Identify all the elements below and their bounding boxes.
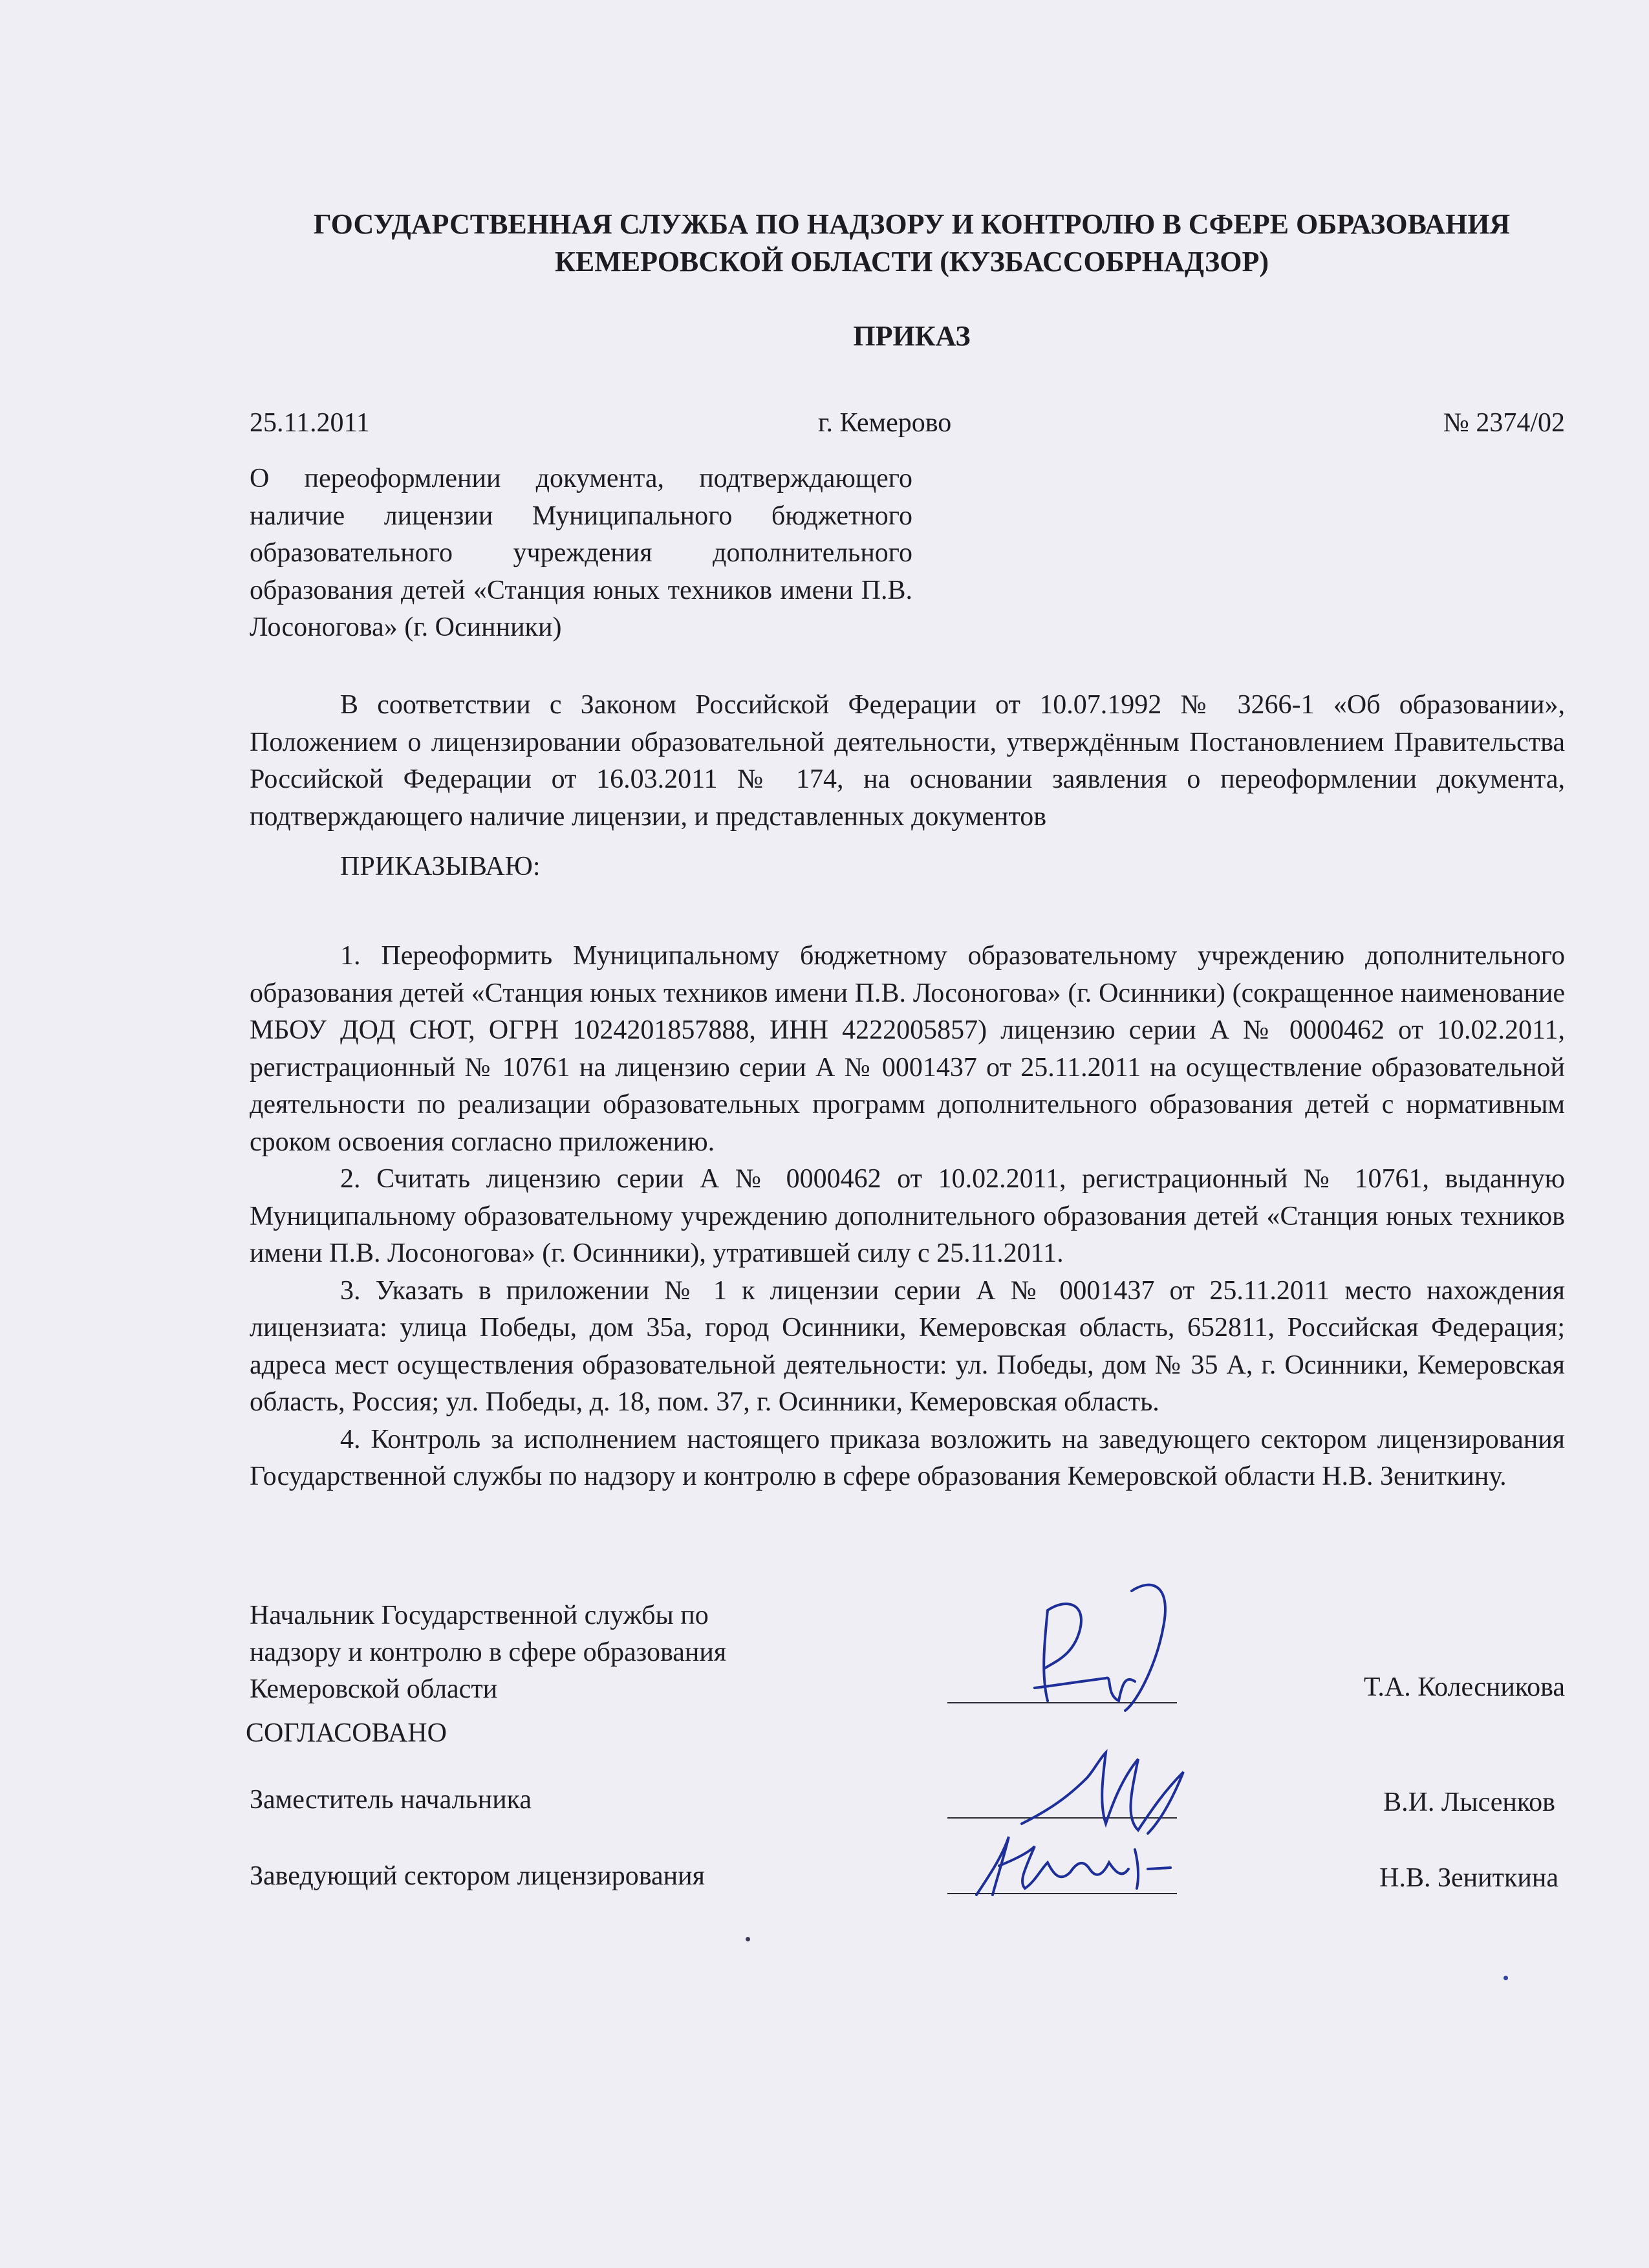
agency-header <box>194 206 1630 281</box>
order-city: г. Кемерово <box>818 408 952 438</box>
order-items <box>250 938 1565 1496</box>
head-name: Т.А. Колесникова <box>1363 1672 1565 1702</box>
order-item-3: 3. Указать в приложении № 1 к лицензии серии А № 0001437 от 25.11.2011 место нахождения лицензиата: улица Победы, дом 35а, город Осинники, Кемеровская область, 652811, Российская Федерация; адреса мест осуществления образовательной деятельности: ул. Победы, дом № 35 А, г. Осинники, Кемеровская область, Россия; ул. Победы, д. 18, пом. 37, г. Осинники, Кемеровская область. <box>250 1275 1565 1417</box>
agency-header-line-1: ГОСУДАРСТВЕННАЯ СЛУЖБА ПО НАДЗОРУ И КОНТРОЛЮ В СФЕРЕ ОБРАЗОВАНИЯ <box>313 208 1511 240</box>
scan-speck <box>746 1937 750 1941</box>
head-signature-image <box>1009 1571 1203 1720</box>
head-title-line-3: Кемеровской области <box>250 1674 498 1704</box>
order-directive: ПРИКАЗЫВАЮ: <box>340 852 541 881</box>
licensing-head-title: Заведующий сектором лицензирования <box>250 1861 705 1891</box>
order-number: № 2374/02 <box>1443 408 1565 438</box>
deputy-title: Заместитель начальника <box>250 1785 532 1815</box>
order-item-2: 2. Считать лицензию серии А № 0000462 от 10.02.2011, регистрационный № 10761, выданную Муниципальному образовательному учреждению дополнительного образования детей «Станция юных техников имени П.В. Лосоногова» (г. Осинники), утратившей силу с 25.11.2011. <box>250 1164 1565 1268</box>
head-title <box>250 1597 832 1708</box>
order-subject: О переоформлении документа, подтверждающего наличие лицензии Муниципального бюджетного образовательного учреждения дополнительного образования детей «Станция юных техников имени П.В. Лосоногова» (г. Осинники) <box>250 464 912 642</box>
preamble-text: В соответствии с Законом Российской Федерации от 10.07.1992 № 3266-1 «Об образовании», Положением о лицензировании образовательной деятельности, утверждённым Постановлением Правительства Российской Федерации от 16.03.2011 № 174, на основании заявления о переоформлении документа, подтверждающего наличие лицензии, и представленных документов <box>250 690 1565 832</box>
order-item-4: 4. Контроль за исполнением настоящего приказа возложить на заведующего сектором лицензирования Государственной службы по надзору и контролю в сфере образования Кемеровской области Н.В. Зениткину. <box>250 1424 1565 1491</box>
licensing-signature-image <box>964 1824 1196 1901</box>
head-title-line-1: Начальник Государственной службы по <box>250 1601 709 1630</box>
document-title: ПРИКАЗ <box>853 320 971 352</box>
order-item-1: 1. Переоформить Муниципальному бюджетному образовательному учреждению дополнительного образования детей «Станция юных техников имени П.В. Лосоногова» (г. Осинники) (сокращенное наименование МБОУ ДОД СЮТ, ОГРН 1024201857888, ИНН 4222005857) лицензию серии А № 0000462 от 10.02.2011, регистрационный № 10761 на лицензию серии А № 0001437 от 25.11.2011 на осуществление образовательной деятельности по реализации образовательных программ дополнительного образования детей с нормативным сроком освоения согласно приложению. <box>250 941 1565 1157</box>
scan-speck <box>1503 1976 1508 1980</box>
agreed-label: СОГЛАСОВАНО <box>246 1718 447 1748</box>
agency-header-line-2: КЕМЕРОВСКОЙ ОБЛАСТИ (КУЗБАССОБРНАДЗОР) <box>554 246 1269 277</box>
deputy-name: В.И. Лысенков <box>1383 1787 1555 1817</box>
licensing-head-name: Н.В. Зениткина <box>1379 1863 1558 1893</box>
preamble-paragraph <box>250 687 1565 836</box>
order-date: 25.11.2011 <box>250 408 370 438</box>
head-title-line-2: надзору и контролю в сфере образования <box>250 1637 727 1667</box>
